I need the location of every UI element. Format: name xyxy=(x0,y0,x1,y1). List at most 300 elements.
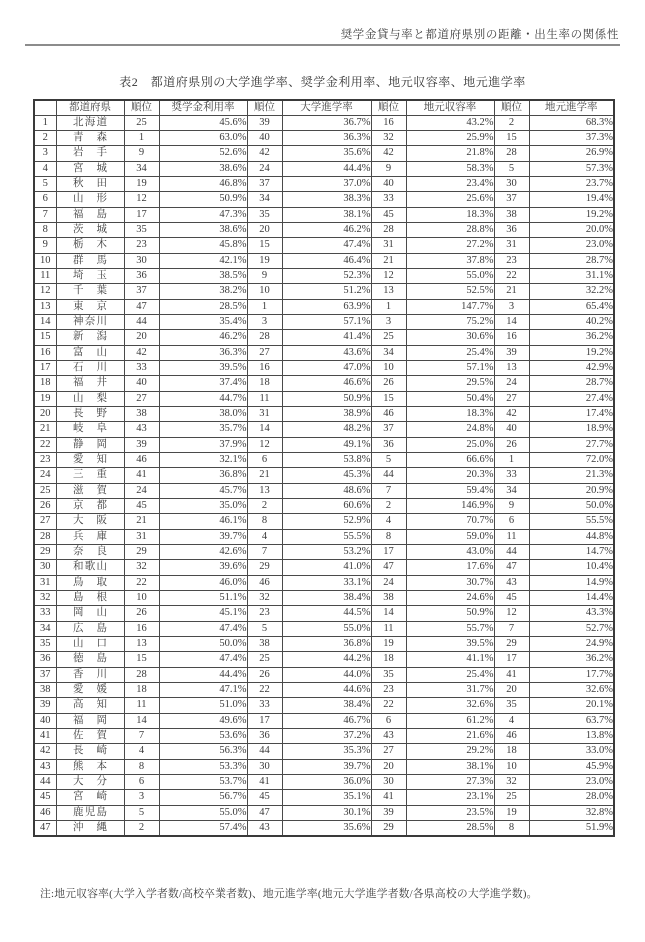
rank-cell: 12 xyxy=(247,437,282,452)
prefecture-cell: 岐 阜 xyxy=(56,422,124,437)
percent-cell: 55.5% xyxy=(282,529,371,544)
rank-cell: 43 xyxy=(371,728,406,743)
percent-cell: 18.9% xyxy=(529,422,614,437)
rank-cell: 19 xyxy=(124,177,159,192)
prefecture-cell: 沖 縄 xyxy=(56,820,124,835)
rank-cell: 27 xyxy=(124,391,159,406)
row-number-cell: 15 xyxy=(34,330,56,345)
rank-cell: 41 xyxy=(247,774,282,789)
percent-cell: 39.5% xyxy=(159,361,247,376)
percent-cell: 39.7% xyxy=(159,529,247,544)
percent-cell: 60.6% xyxy=(282,499,371,514)
percent-cell: 28.7% xyxy=(529,376,614,391)
prefecture-cell: 大 阪 xyxy=(56,514,124,529)
rank-cell: 26 xyxy=(494,437,529,452)
percent-cell: 36.0% xyxy=(282,774,371,789)
table-row xyxy=(34,223,614,238)
table-row xyxy=(34,161,614,176)
rank-cell: 1 xyxy=(247,299,282,314)
table-row xyxy=(34,437,614,452)
row-number-cell: 27 xyxy=(34,514,56,529)
percent-cell: 23.4% xyxy=(406,177,494,192)
percent-cell: 27.2% xyxy=(406,238,494,253)
rank-cell: 37 xyxy=(247,177,282,192)
row-number-cell: 3 xyxy=(34,146,56,161)
rank-cell: 13 xyxy=(371,284,406,299)
row-number-cell: 37 xyxy=(34,667,56,682)
table-row xyxy=(34,146,614,161)
header-cell: 順位 xyxy=(371,100,406,115)
prefecture-cell: 熊 本 xyxy=(56,759,124,774)
percent-cell: 28.5% xyxy=(159,299,247,314)
row-number-cell: 26 xyxy=(34,499,56,514)
rank-cell: 42 xyxy=(247,146,282,161)
row-number-cell: 14 xyxy=(34,315,56,330)
rank-cell: 43 xyxy=(494,575,529,590)
percent-cell: 53.7% xyxy=(159,774,247,789)
row-number-cell: 42 xyxy=(34,744,56,759)
percent-cell: 44.7% xyxy=(159,391,247,406)
percent-cell: 24.8% xyxy=(406,422,494,437)
table-row xyxy=(34,468,614,483)
percent-cell: 36.8% xyxy=(282,636,371,651)
rank-cell: 47 xyxy=(124,299,159,314)
rank-cell: 22 xyxy=(371,698,406,713)
rank-cell: 36 xyxy=(124,269,159,284)
percent-cell: 46.2% xyxy=(282,223,371,238)
row-number-cell: 25 xyxy=(34,483,56,498)
percent-cell: 49.1% xyxy=(282,437,371,452)
percent-cell: 50.9% xyxy=(159,192,247,207)
percent-cell: 47.4% xyxy=(159,652,247,667)
row-number-cell: 5 xyxy=(34,177,56,192)
rank-cell: 25 xyxy=(494,790,529,805)
percent-cell: 53.8% xyxy=(282,453,371,468)
percent-cell: 27.7% xyxy=(529,437,614,452)
table-row xyxy=(34,652,614,667)
rank-cell: 33 xyxy=(371,192,406,207)
percent-cell: 46.8% xyxy=(159,177,247,192)
percent-cell: 27.3% xyxy=(406,774,494,789)
rank-cell: 39 xyxy=(494,345,529,360)
row-number-cell: 10 xyxy=(34,253,56,268)
percent-cell: 28.5% xyxy=(406,820,494,835)
percent-cell: 46.4% xyxy=(282,253,371,268)
percent-cell: 57.1% xyxy=(282,315,371,330)
prefecture-cell: 栃 木 xyxy=(56,238,124,253)
rank-cell: 35 xyxy=(494,698,529,713)
data-table xyxy=(33,99,615,837)
rank-cell: 21 xyxy=(247,468,282,483)
percent-cell: 30.1% xyxy=(282,805,371,820)
percent-cell: 45.6% xyxy=(159,115,247,130)
row-number-cell: 38 xyxy=(34,682,56,697)
row-number-cell: 20 xyxy=(34,407,56,422)
prefecture-cell: 奈 良 xyxy=(56,545,124,560)
rank-cell: 7 xyxy=(494,621,529,636)
prefecture-cell: 茨 城 xyxy=(56,223,124,238)
table-row xyxy=(34,345,614,360)
percent-cell: 50.9% xyxy=(282,391,371,406)
row-number-cell: 13 xyxy=(34,299,56,314)
prefecture-cell: 三 重 xyxy=(56,468,124,483)
prefecture-cell: 東 京 xyxy=(56,299,124,314)
percent-cell: 46.0% xyxy=(159,575,247,590)
row-number-cell: 39 xyxy=(34,698,56,713)
table-row xyxy=(34,253,614,268)
table-row xyxy=(34,529,614,544)
rank-cell: 44 xyxy=(247,744,282,759)
percent-cell: 146.9% xyxy=(406,499,494,514)
percent-cell: 36.2% xyxy=(529,652,614,667)
rank-cell: 36 xyxy=(247,728,282,743)
row-number-cell: 47 xyxy=(34,820,56,835)
header-cell: 順位 xyxy=(124,100,159,115)
rank-cell: 30 xyxy=(371,774,406,789)
rank-cell: 1 xyxy=(494,453,529,468)
rank-cell: 33 xyxy=(124,361,159,376)
row-number-cell: 33 xyxy=(34,606,56,621)
percent-cell: 38.5% xyxy=(159,269,247,284)
percent-cell: 36.8% xyxy=(159,468,247,483)
rank-cell: 37 xyxy=(494,192,529,207)
percent-cell: 53.3% xyxy=(159,759,247,774)
rank-cell: 39 xyxy=(371,805,406,820)
rank-cell: 40 xyxy=(371,177,406,192)
percent-cell: 43.6% xyxy=(282,345,371,360)
rank-cell: 7 xyxy=(371,483,406,498)
prefecture-cell: 千 葉 xyxy=(56,284,124,299)
rank-cell: 37 xyxy=(371,422,406,437)
percent-cell: 19.4% xyxy=(529,192,614,207)
percent-cell: 37.0% xyxy=(282,177,371,192)
percent-cell: 29.2% xyxy=(406,744,494,759)
percent-cell: 39.5% xyxy=(406,636,494,651)
percent-cell: 47.0% xyxy=(282,361,371,376)
percent-cell: 35.1% xyxy=(282,790,371,805)
percent-cell: 50.0% xyxy=(529,499,614,514)
prefecture-cell: 福 井 xyxy=(56,376,124,391)
percent-cell: 37.4% xyxy=(159,376,247,391)
table-row xyxy=(34,238,614,253)
rank-cell: 13 xyxy=(247,483,282,498)
rank-cell: 29 xyxy=(494,636,529,651)
percent-cell: 25.4% xyxy=(406,667,494,682)
rank-cell: 23 xyxy=(247,606,282,621)
percent-cell: 55.0% xyxy=(159,805,247,820)
rank-cell: 42 xyxy=(494,407,529,422)
table-row xyxy=(34,560,614,575)
percent-cell: 52.7% xyxy=(529,621,614,636)
rank-cell: 31 xyxy=(371,238,406,253)
rank-cell: 16 xyxy=(124,621,159,636)
percent-cell: 45.7% xyxy=(159,483,247,498)
percent-cell: 32.1% xyxy=(159,453,247,468)
percent-cell: 55.0% xyxy=(282,621,371,636)
percent-cell: 23.0% xyxy=(529,238,614,253)
rank-cell: 27 xyxy=(247,345,282,360)
prefecture-cell: 徳 島 xyxy=(56,652,124,667)
table-row xyxy=(34,284,614,299)
percent-cell: 70.7% xyxy=(406,514,494,529)
rank-cell: 19 xyxy=(494,805,529,820)
percent-cell: 55.0% xyxy=(406,269,494,284)
percent-cell: 46.7% xyxy=(282,713,371,728)
table-row xyxy=(34,514,614,529)
rank-cell: 11 xyxy=(494,529,529,544)
rank-cell: 18 xyxy=(247,376,282,391)
rank-cell: 24 xyxy=(494,376,529,391)
rank-cell: 16 xyxy=(371,115,406,130)
percent-cell: 57.1% xyxy=(406,361,494,376)
percent-cell: 37.2% xyxy=(282,728,371,743)
prefecture-cell: 長 野 xyxy=(56,407,124,422)
table-row xyxy=(34,759,614,774)
percent-cell: 41.1% xyxy=(406,652,494,667)
prefecture-cell: 愛 媛 xyxy=(56,682,124,697)
rank-cell: 14 xyxy=(247,422,282,437)
percent-cell: 53.2% xyxy=(282,545,371,560)
header-row xyxy=(34,100,614,115)
rank-cell: 44 xyxy=(371,468,406,483)
percent-cell: 51.1% xyxy=(159,591,247,606)
rank-cell: 9 xyxy=(371,161,406,176)
rank-cell: 41 xyxy=(494,667,529,682)
rank-cell: 23 xyxy=(494,253,529,268)
prefecture-cell: 京 都 xyxy=(56,499,124,514)
table-row xyxy=(34,453,614,468)
percent-cell: 23.7% xyxy=(529,177,614,192)
prefecture-cell: 神 奈 川 xyxy=(56,315,124,330)
rank-cell: 8 xyxy=(247,514,282,529)
rank-cell: 32 xyxy=(371,131,406,146)
header-rule xyxy=(25,44,620,46)
percent-cell: 36.3% xyxy=(282,131,371,146)
header-cell: 大学進学率 xyxy=(282,100,371,115)
prefecture-cell: 佐 賀 xyxy=(56,728,124,743)
rank-cell: 40 xyxy=(247,131,282,146)
rank-cell: 15 xyxy=(371,391,406,406)
table-row xyxy=(34,667,614,682)
percent-cell: 38.9% xyxy=(282,407,371,422)
percent-cell: 18.3% xyxy=(406,407,494,422)
percent-cell: 36.3% xyxy=(159,345,247,360)
rank-cell: 38 xyxy=(247,636,282,651)
prefecture-cell: 滋 賀 xyxy=(56,483,124,498)
percent-cell: 35.6% xyxy=(282,146,371,161)
prefecture-cell: 高 知 xyxy=(56,698,124,713)
table-row xyxy=(34,422,614,437)
rank-cell: 13 xyxy=(124,636,159,651)
prefecture-cell: 兵 庫 xyxy=(56,529,124,544)
prefecture-cell: 富 山 xyxy=(56,345,124,360)
rank-cell: 35 xyxy=(124,223,159,238)
rank-cell: 16 xyxy=(247,361,282,376)
rank-cell: 32 xyxy=(247,591,282,606)
percent-cell: 50.9% xyxy=(406,606,494,621)
percent-cell: 33.0% xyxy=(529,744,614,759)
rank-cell: 30 xyxy=(124,253,159,268)
table-row xyxy=(34,192,614,207)
prefecture-cell: 長 崎 xyxy=(56,744,124,759)
prefecture-cell: 香 川 xyxy=(56,667,124,682)
row-number-cell: 44 xyxy=(34,774,56,789)
rank-cell: 30 xyxy=(247,759,282,774)
rank-cell: 38 xyxy=(124,407,159,422)
rank-cell: 6 xyxy=(494,514,529,529)
rank-cell: 15 xyxy=(494,131,529,146)
rank-cell: 34 xyxy=(494,483,529,498)
prefecture-cell: 静 岡 xyxy=(56,437,124,452)
percent-cell: 41.0% xyxy=(282,560,371,575)
rank-cell: 43 xyxy=(124,422,159,437)
rank-cell: 35 xyxy=(247,207,282,222)
rank-cell: 3 xyxy=(494,299,529,314)
prefecture-cell: 石 川 xyxy=(56,361,124,376)
percent-cell: 24.9% xyxy=(529,636,614,651)
rank-cell: 36 xyxy=(494,223,529,238)
percent-cell: 32.8% xyxy=(529,805,614,820)
rank-cell: 8 xyxy=(371,529,406,544)
rank-cell: 32 xyxy=(494,774,529,789)
row-number-cell: 31 xyxy=(34,575,56,590)
header-cell xyxy=(34,100,56,115)
percent-cell: 30.6% xyxy=(406,330,494,345)
footnote: 注:地元収容率(大学入学者数/高校卒業者数)、地元進学率(地元大学進学者数/各県高校の大学進学数)。 xyxy=(40,888,538,900)
rank-cell: 40 xyxy=(494,422,529,437)
percent-cell: 38.0% xyxy=(159,407,247,422)
rank-cell: 3 xyxy=(247,315,282,330)
rank-cell: 20 xyxy=(494,682,529,697)
percent-cell: 25.0% xyxy=(406,437,494,452)
percent-cell: 32.2% xyxy=(529,284,614,299)
percent-cell: 46.1% xyxy=(159,514,247,529)
percent-cell: 48.6% xyxy=(282,483,371,498)
rank-cell: 8 xyxy=(124,759,159,774)
percent-cell: 24.6% xyxy=(406,591,494,606)
percent-cell: 63.7% xyxy=(529,713,614,728)
rank-cell: 5 xyxy=(494,161,529,176)
row-number-cell: 19 xyxy=(34,391,56,406)
percent-cell: 47.1% xyxy=(159,682,247,697)
percent-cell: 20.9% xyxy=(529,483,614,498)
percent-cell: 43.0% xyxy=(406,545,494,560)
table-row xyxy=(34,315,614,330)
rank-cell: 33 xyxy=(247,698,282,713)
rank-cell: 5 xyxy=(247,621,282,636)
percent-cell: 18.3% xyxy=(406,207,494,222)
rank-cell: 9 xyxy=(247,269,282,284)
rank-cell: 19 xyxy=(247,253,282,268)
row-number-cell: 24 xyxy=(34,468,56,483)
percent-cell: 38.2% xyxy=(159,284,247,299)
rank-cell: 3 xyxy=(371,315,406,330)
percent-cell: 23.1% xyxy=(406,790,494,805)
rank-cell: 21 xyxy=(371,253,406,268)
percent-cell: 25.9% xyxy=(406,131,494,146)
table-row xyxy=(34,621,614,636)
table-row xyxy=(34,376,614,391)
prefecture-cell: 北 海 道 xyxy=(56,115,124,130)
table-body xyxy=(34,115,614,835)
table-row xyxy=(34,606,614,621)
percent-cell: 36.2% xyxy=(529,330,614,345)
rank-cell: 25 xyxy=(247,652,282,667)
table-row xyxy=(34,177,614,192)
percent-cell: 59.4% xyxy=(406,483,494,498)
row-number-cell: 16 xyxy=(34,345,56,360)
prefecture-cell: 山 口 xyxy=(56,636,124,651)
header-cell: 順位 xyxy=(247,100,282,115)
percent-cell: 26.9% xyxy=(529,146,614,161)
rank-cell: 1 xyxy=(371,299,406,314)
percent-cell: 14.4% xyxy=(529,591,614,606)
percent-cell: 38.4% xyxy=(282,698,371,713)
percent-cell: 50.0% xyxy=(159,636,247,651)
running-header: 奨学金貸与率と都道府県別の距離・出生率の関係性 xyxy=(340,29,619,41)
percent-cell: 20.3% xyxy=(406,468,494,483)
rank-cell: 31 xyxy=(494,238,529,253)
row-number-cell: 8 xyxy=(34,223,56,238)
rank-cell: 11 xyxy=(247,391,282,406)
percent-cell: 47.3% xyxy=(159,207,247,222)
header-cell: 奨学金利用率 xyxy=(159,100,247,115)
rank-cell: 25 xyxy=(124,115,159,130)
row-number-cell: 34 xyxy=(34,621,56,636)
rank-cell: 42 xyxy=(124,345,159,360)
prefecture-cell: 福 島 xyxy=(56,207,124,222)
percent-cell: 27.4% xyxy=(529,391,614,406)
table-row xyxy=(34,728,614,743)
percent-cell: 63.0% xyxy=(159,131,247,146)
table-row xyxy=(34,299,614,314)
rank-cell: 46 xyxy=(371,407,406,422)
rank-cell: 10 xyxy=(371,361,406,376)
row-number-cell: 32 xyxy=(34,591,56,606)
row-number-cell: 17 xyxy=(34,361,56,376)
table-row xyxy=(34,545,614,560)
percent-cell: 31.1% xyxy=(529,269,614,284)
table-row xyxy=(34,330,614,345)
table-row xyxy=(34,361,614,376)
rank-cell: 29 xyxy=(247,560,282,575)
rank-cell: 34 xyxy=(247,192,282,207)
prefecture-cell: 宮 崎 xyxy=(56,790,124,805)
rank-cell: 23 xyxy=(371,682,406,697)
rank-cell: 2 xyxy=(247,499,282,514)
table-row xyxy=(34,682,614,697)
rank-cell: 28 xyxy=(494,146,529,161)
table-row xyxy=(34,774,614,789)
percent-cell: 44.4% xyxy=(159,667,247,682)
percent-cell: 55.5% xyxy=(529,514,614,529)
rank-cell: 31 xyxy=(124,529,159,544)
percent-cell: 55.7% xyxy=(406,621,494,636)
rank-cell: 7 xyxy=(247,545,282,560)
rank-cell: 26 xyxy=(124,606,159,621)
header-cell: 地元収容率 xyxy=(406,100,494,115)
percent-cell: 37.8% xyxy=(406,253,494,268)
rank-cell: 47 xyxy=(247,805,282,820)
rank-cell: 18 xyxy=(494,744,529,759)
percent-cell: 45.8% xyxy=(159,238,247,253)
table-row xyxy=(34,636,614,651)
percent-cell: 44.5% xyxy=(282,606,371,621)
rank-cell: 1 xyxy=(124,131,159,146)
rank-cell: 3 xyxy=(124,790,159,805)
percent-cell: 44.6% xyxy=(282,682,371,697)
percent-cell: 39.6% xyxy=(159,560,247,575)
